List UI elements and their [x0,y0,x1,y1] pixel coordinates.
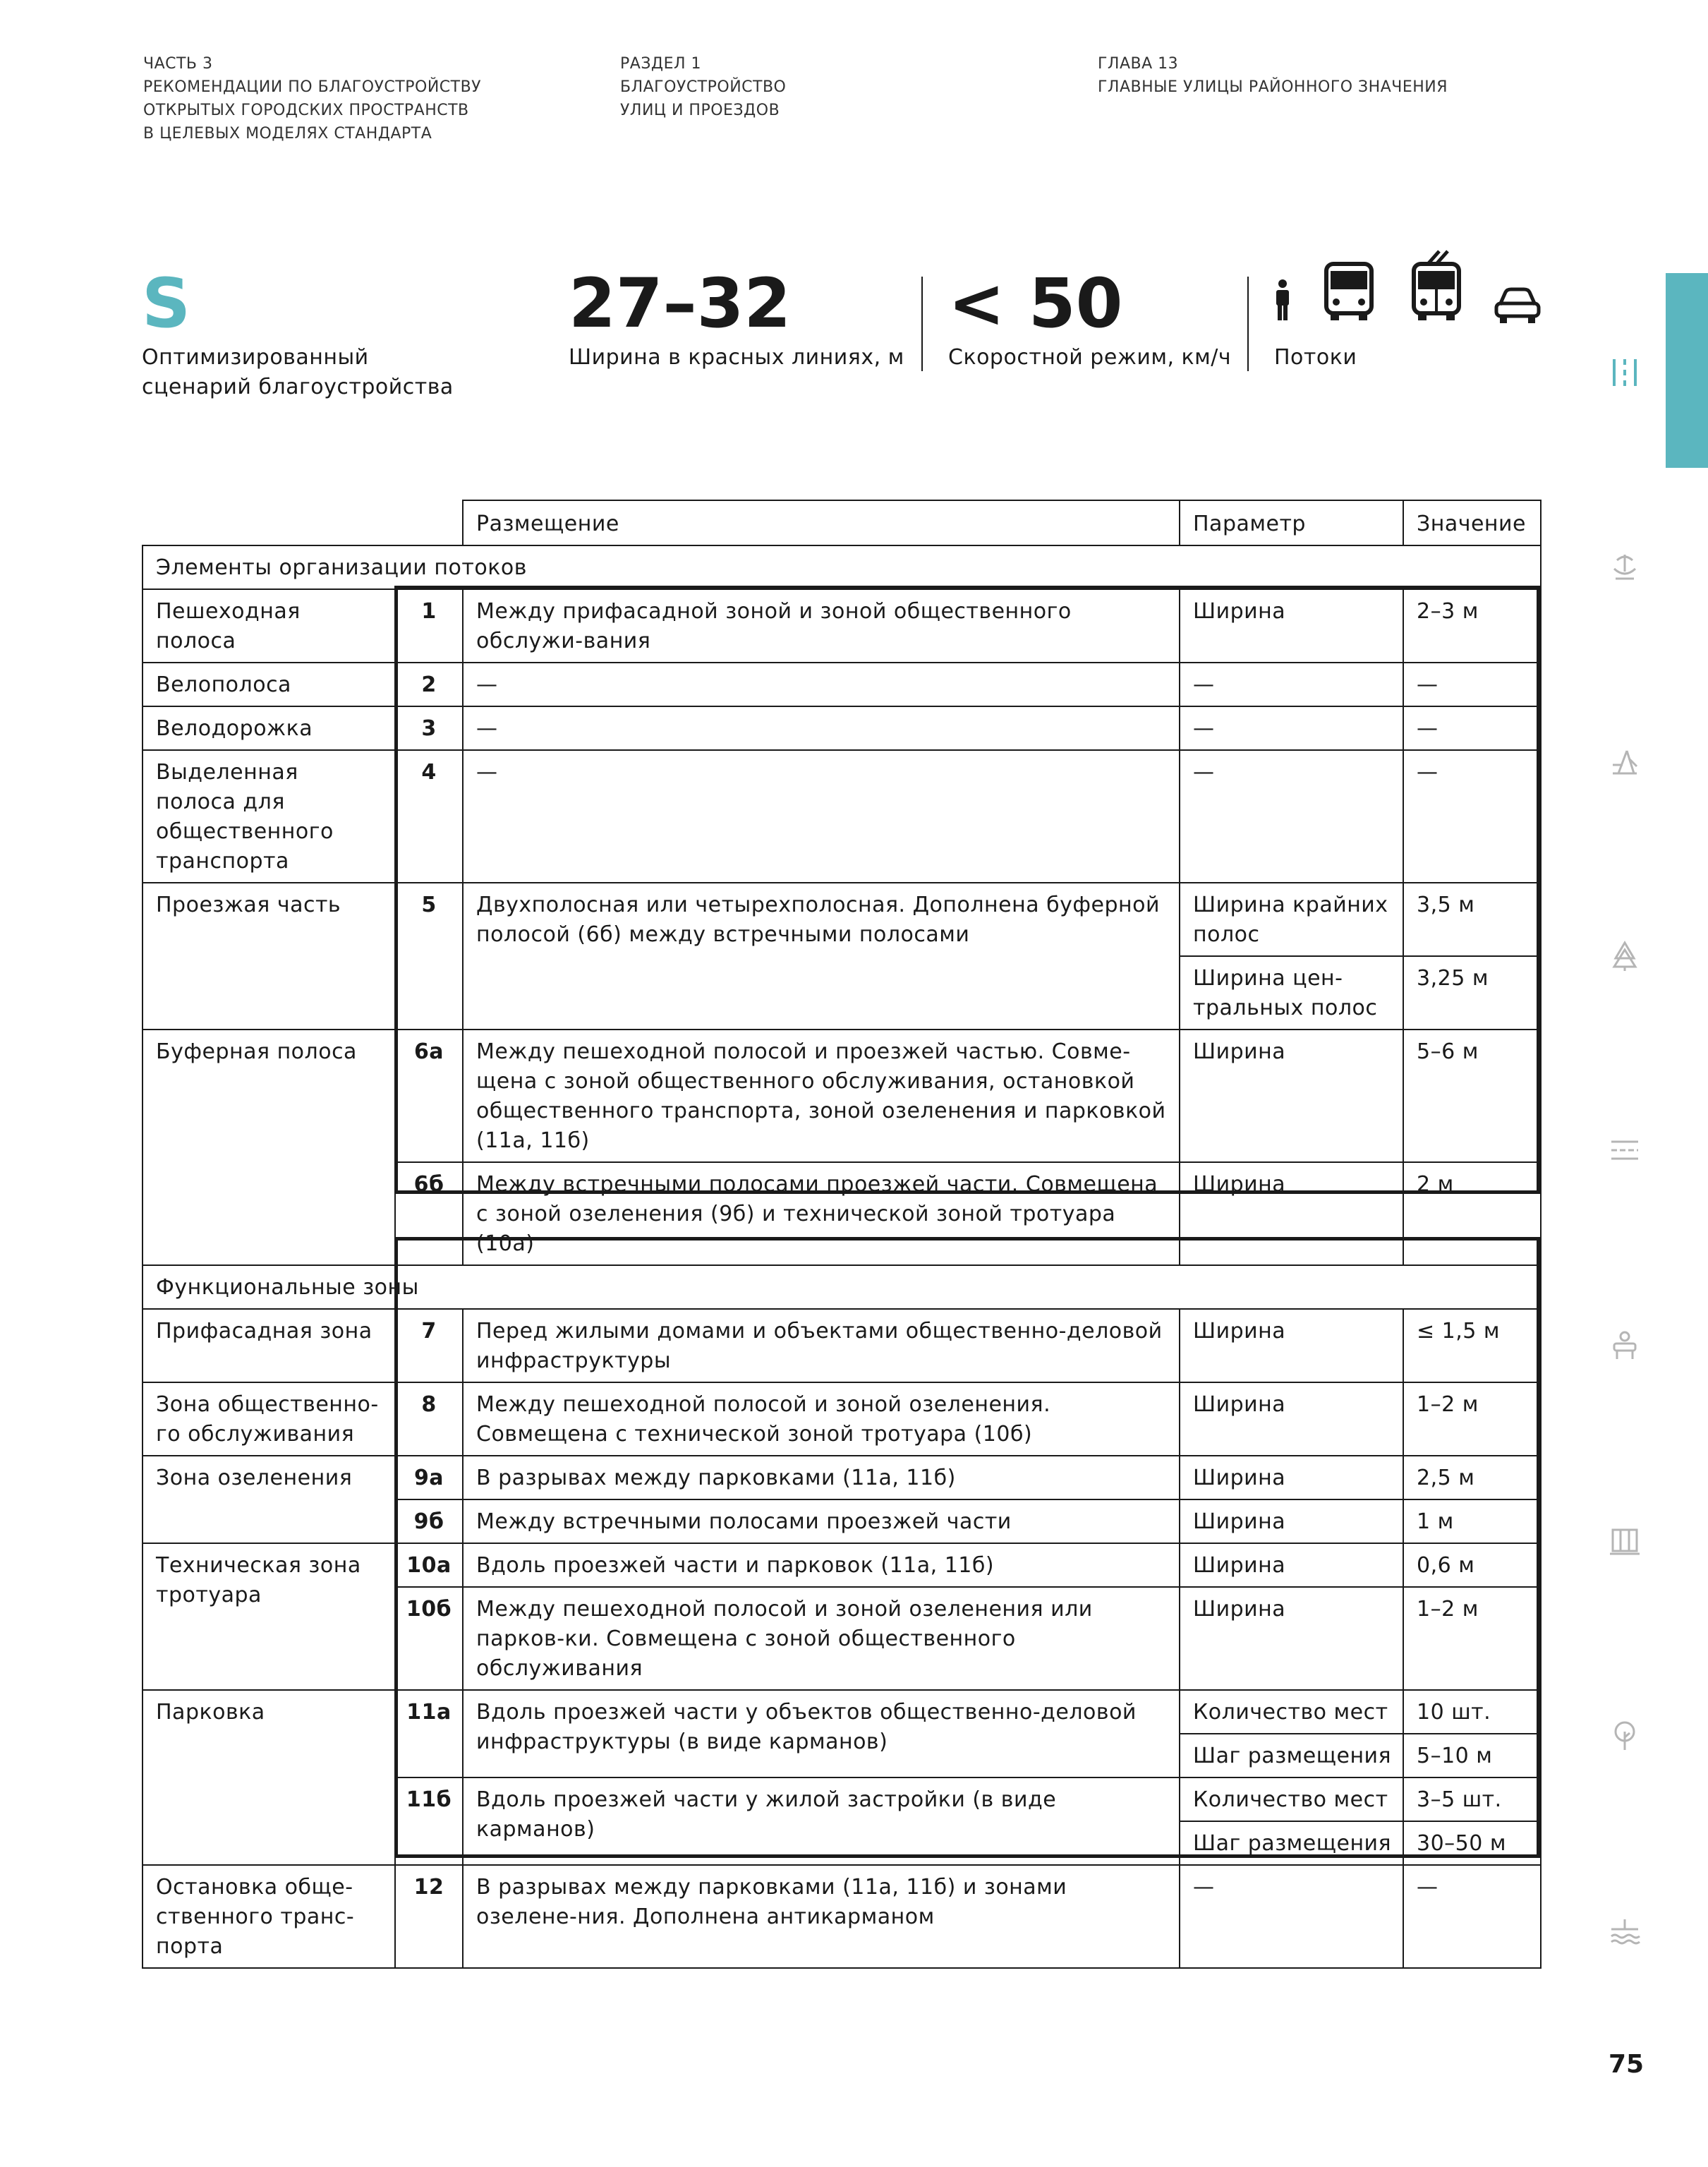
element-value: 2–3 м [1403,589,1541,663]
element-parameter: Ширина [1180,1543,1403,1587]
element-name: Проезжая часть [143,883,395,1030]
element-number: 2 [395,663,463,706]
element-placement: Вдоль проезжей части у объектов общественно-деловой инфраструктуры (в виде карманов) [463,1690,1180,1777]
element-parameter: Ширина [1180,1382,1403,1456]
header-chapter-line: ГЛАВНЫЕ УЛИЦЫ РАЙОННОГО ЗНАЧЕНИЯ [1098,78,1448,96]
park-tree-icon[interactable] [1609,1719,1641,1751]
element-value: 30–50 м [1403,1821,1541,1865]
element-placement: Вдоль проезжей части и парковок (11а, 11б) [463,1543,1180,1587]
element-number: 8 [395,1382,463,1456]
trolleybus-icon [1408,250,1465,323]
element-number: 9а [395,1456,463,1499]
header-section [620,52,786,122]
playground-icon[interactable] [1609,745,1641,778]
element-name: Зона общественно-го обслуживания [143,1382,395,1456]
bench-icon[interactable] [1609,1329,1641,1362]
element-parameter: Количество мест [1180,1777,1403,1821]
element-number: 12 [395,1865,463,1968]
element-placement: Между пешеходной полосой и проезжей частью. Совме-щена с зоной общественного обслуживания, остановкой общественного транспорта, зоной озеленения и парковкой (11а, 11б) [463,1030,1180,1162]
element-parameter: Ширина крайних полос [1180,883,1403,956]
parameters-table [142,500,1542,1969]
element-placement: Между пешеходной полосой и зоной озеленения. Совмещена с технической зоной тротуара (10б) [463,1382,1180,1456]
element-name: Техническая зона тротуара [143,1543,395,1690]
element-value: 5–10 м [1403,1734,1541,1777]
element-parameter: Ширина [1180,589,1403,663]
element-parameter: Ширина [1180,1587,1403,1690]
element-parameter: Ширина [1180,1456,1403,1499]
header-part-line: ОТКРЫТЫХ ГОРОДСКИХ ПРОСТРАНСТВ [143,102,469,119]
flows-caption: Потоки [1274,345,1357,370]
element-value: 2 м [1403,1162,1541,1265]
pavilion-icon[interactable] [1609,1524,1641,1557]
speed-caption: Скоростной режим, км/ч [948,345,1232,370]
page-number: 75 [1609,2050,1645,2079]
column-header-value: Значение [1403,500,1541,545]
pedestrian-icon [1270,278,1295,322]
header-section-line: УЛИЦ И ПРОЕЗДОВ [620,102,780,119]
element-value: 3–5 шт. [1403,1777,1541,1821]
element-parameter: — [1180,750,1403,883]
tree-icon[interactable] [1609,940,1641,972]
header-part-line: ЧАСТЬ 3 [143,55,213,73]
chapter-tab[interactable] [1666,273,1708,468]
street-profile-icon[interactable] [1609,356,1641,389]
header-chapter [1098,52,1448,99]
element-placement: — [463,750,1180,883]
group-header-zones: Функциональные зоны [143,1265,1541,1309]
element-value: 3,5 м [1403,883,1541,956]
header-part [143,52,481,145]
element-name: Парковка [143,1690,395,1865]
element-parameter: — [1180,663,1403,706]
element-value: 5–6 м [1403,1030,1541,1162]
element-placement: Между пешеходной полосой и зоной озеленения или парков-ки. Совмещена с зоной общественного обслуживания [463,1587,1180,1690]
scenario-letter: S [142,264,191,343]
table-corner [143,500,463,545]
element-number: 7 [395,1309,463,1382]
element-parameter: Ширина цен-тральных полос [1180,956,1403,1030]
element-name: Велодорожка [143,706,395,750]
element-number: 10б [395,1587,463,1690]
element-number: 1 [395,589,463,663]
column-header-parameter: Параметр [1180,500,1403,545]
element-value: 1–2 м [1403,1382,1541,1456]
element-value: 0,6 м [1403,1543,1541,1587]
element-placement: — [463,663,1180,706]
element-value: 2,5 м [1403,1456,1541,1499]
speed-value: < 50 [948,264,1123,343]
header-part-line: В ЦЕЛЕВЫХ МОДЕЛЯХ СТАНДАРТА [143,125,432,143]
element-placement: В разрывах между парковками (11а, 11б) и зонами озелене-ния. Дополнена антикарманом [463,1865,1180,1968]
element-name: Велополоса [143,663,395,706]
element-name: Прифасадная зона [143,1309,395,1382]
element-number: 10а [395,1543,463,1587]
element-placement: Вдоль проезжей части у жилой застройки (в виде карманов) [463,1777,1180,1865]
element-name: Зона озеленения [143,1456,395,1543]
element-parameter: Ширина [1180,1309,1403,1382]
car-icon [1494,285,1541,325]
summary-divider [1247,277,1249,371]
fountain-icon[interactable] [1609,550,1641,583]
element-number: 3 [395,706,463,750]
element-parameter: Ширина [1180,1499,1403,1543]
element-value: — [1403,663,1541,706]
element-value: 10 шт. [1403,1690,1541,1734]
width-value: 27–32 [569,264,792,343]
element-value: ≤ 1,5 м [1403,1309,1541,1382]
element-value: 1–2 м [1403,1587,1541,1690]
element-placement: — [463,706,1180,750]
element-placement: Двухполосная или четырехполосная. Дополнена буферной полосой (6б) между встречными полосами [463,883,1180,1030]
header-part-line: РЕКОМЕНДАЦИИ ПО БЛАГОУСТРОЙСТВУ [143,78,482,96]
element-value: — [1403,750,1541,883]
element-number: 5 [395,883,463,1030]
element-name: Остановка обще-ственного транс-порта [143,1865,395,1968]
element-name: Пешеходная полоса [143,589,395,663]
element-number: 4 [395,750,463,883]
element-name: Выделенная полоса для общественного транспорта [143,750,395,883]
scenario-caption-line: Оптимизированный [142,345,369,370]
element-parameter: Количество мест [1180,1690,1403,1734]
header-chapter-line: ГЛАВА 13 [1098,55,1179,73]
group-header-flows: Элементы организации потоков [143,545,1541,589]
column-header-placement: Размещение [463,500,1180,545]
element-parameter: Ширина [1180,1162,1403,1265]
element-parameter: — [1180,706,1403,750]
element-number: 6а [395,1030,463,1162]
bus-icon [1321,260,1377,323]
element-number: 9б [395,1499,463,1543]
element-placement: Между прифасадной зоной и зоной общественного обслужи-вания [463,589,1180,663]
element-parameter: Шаг размещения [1180,1734,1403,1777]
width-caption: Ширина в красных линиях, м [569,345,904,370]
waterfront-icon[interactable] [1609,1914,1641,1946]
element-number: 6б [395,1162,463,1265]
element-parameter: Шаг размещения [1180,1821,1403,1865]
steps-icon[interactable] [1609,1135,1641,1167]
element-placement: В разрывах между парковками (11а, 11б) [463,1456,1180,1499]
element-placement: Между встречными полосами проезжей части. Совмещена с зоной озеленения (9б) и технической зоной тротуара (10а) [463,1162,1180,1265]
element-placement: Перед жилыми домами и объектами общественно-деловой инфраструктуры [463,1309,1180,1382]
element-value: 3,25 м [1403,956,1541,1030]
header-section-line: РАЗДЕЛ 1 [620,55,702,73]
element-value: — [1403,706,1541,750]
summary-divider [921,277,923,371]
element-parameter: — [1180,1865,1403,1968]
header-section-line: БЛАГОУСТРОЙСТВО [620,78,787,96]
element-number: 11б [395,1777,463,1865]
element-name: Буферная полоса [143,1030,395,1265]
element-number: 11а [395,1690,463,1777]
element-value: — [1403,1865,1541,1968]
element-placement: Между встречными полосами проезжей части [463,1499,1180,1543]
element-parameter: Ширина [1180,1030,1403,1162]
element-value: 1 м [1403,1499,1541,1543]
scenario-caption-line: сценарий благоустройства [142,375,454,399]
